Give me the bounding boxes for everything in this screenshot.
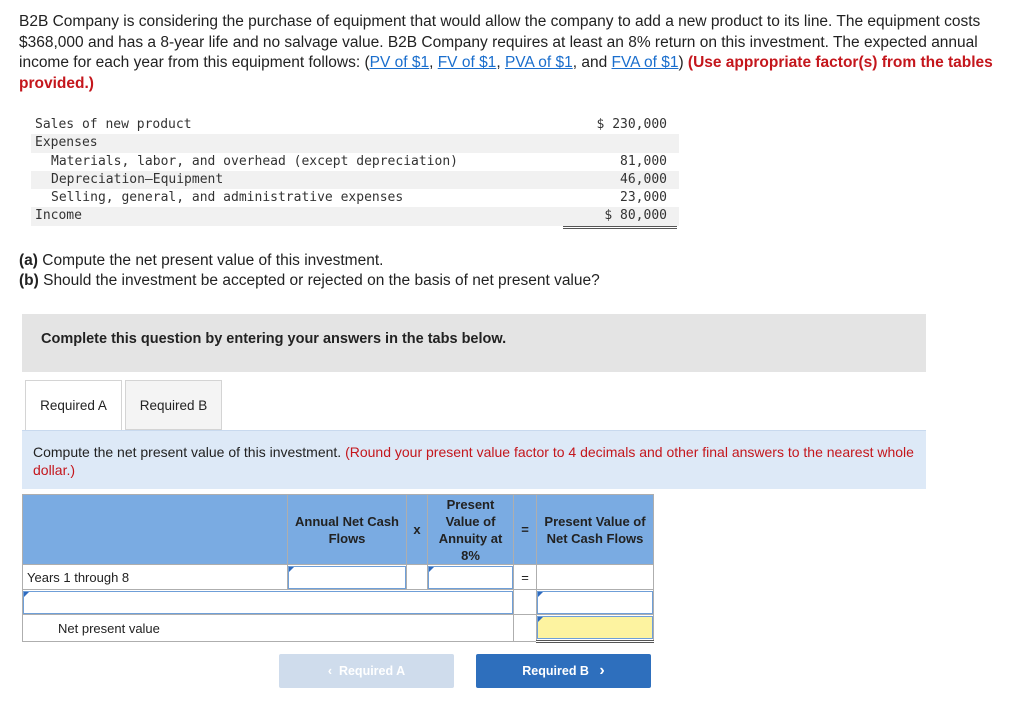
prev-button[interactable]: ‹ Required A xyxy=(279,654,454,688)
fv-table-link[interactable]: FV of $1 xyxy=(437,54,497,71)
header-present-value: Present Value of Net Cash Flows xyxy=(537,495,654,565)
statement-row: Materials, labor, and overhead (except depreciation) 81,000 xyxy=(51,153,667,169)
income-statement xyxy=(31,116,679,226)
instructions-text: Compute the net present value of this investment. (Round your present value factor to 4 decimals and other final answers to the nearest whole dollar.) xyxy=(33,444,914,478)
table-header-row xyxy=(23,495,654,565)
header-blank xyxy=(23,495,288,565)
chevron-right-icon: › xyxy=(599,662,605,679)
pv-result-cell xyxy=(537,565,654,590)
statement-row: Selling, general, and administrative expenses 23,000 xyxy=(31,189,679,207)
fva-table-link[interactable]: FVA of $1 xyxy=(611,54,679,71)
table-row xyxy=(23,615,654,642)
questions xyxy=(19,251,600,291)
header-factor: Present Value of Annuity at 8% xyxy=(428,495,514,565)
header-times: x xyxy=(407,495,428,565)
pv-factor-input[interactable] xyxy=(428,566,513,589)
header-cash-flows: Annual Net Cash Flows xyxy=(288,495,407,565)
npv-label: Net present value xyxy=(23,615,514,642)
row-equals: = xyxy=(514,565,537,590)
instructions-panel xyxy=(22,430,926,489)
complete-banner: Complete this question by entering your answers in the tabs below. xyxy=(22,314,926,372)
npv-table xyxy=(22,494,654,643)
question-b: (b) Should the investment be accepted or rejected on the basis of net present value? xyxy=(19,272,600,289)
table-row xyxy=(23,565,654,590)
statement-row: Expenses xyxy=(31,134,679,152)
chevron-left-icon: ‹ xyxy=(327,664,332,678)
row-years-label: Years 1 through 8 xyxy=(23,565,288,590)
tab-required-a[interactable]: Required A xyxy=(25,380,122,432)
question-a: (a) Compute the net present value of this investment. xyxy=(19,252,384,269)
problem-statement: B2B Company is considering the purchase of equipment that would allow the company to add a new product to its line. The equipment costs $368,000 and has a 8-year life and no salvage value. B2B Company requires at least an 8% return on this investment. The expected annual income for each year from this equipment follows: (PV of $1, FV of $1, PVA of $1, and FVA of $1) (Use appropriate factor(s) from the tables provided.) xyxy=(19,13,993,92)
statement-row: Income $ 80,000 xyxy=(31,207,679,225)
use-factor-note: (Use appropriate factor(s) from the tables provided.) xyxy=(19,54,993,92)
next-button[interactable]: Required B › xyxy=(476,654,651,688)
row2-pv-input[interactable] xyxy=(537,591,653,614)
pv-table-link[interactable]: PV of $1 xyxy=(369,54,430,71)
statement-row: Sales of new product $ 230,000 xyxy=(35,117,667,132)
statement-row: Depreciation—Equipment 46,000 xyxy=(31,171,679,189)
npv-input[interactable] xyxy=(537,616,653,639)
cash-flows-input[interactable] xyxy=(288,566,406,589)
header-equals: = xyxy=(514,495,537,565)
tab-required-b[interactable]: Required B xyxy=(125,380,222,430)
table-row xyxy=(23,590,654,615)
pva-table-link[interactable]: PVA of $1 xyxy=(504,54,573,71)
row2-label-input[interactable] xyxy=(23,591,513,614)
